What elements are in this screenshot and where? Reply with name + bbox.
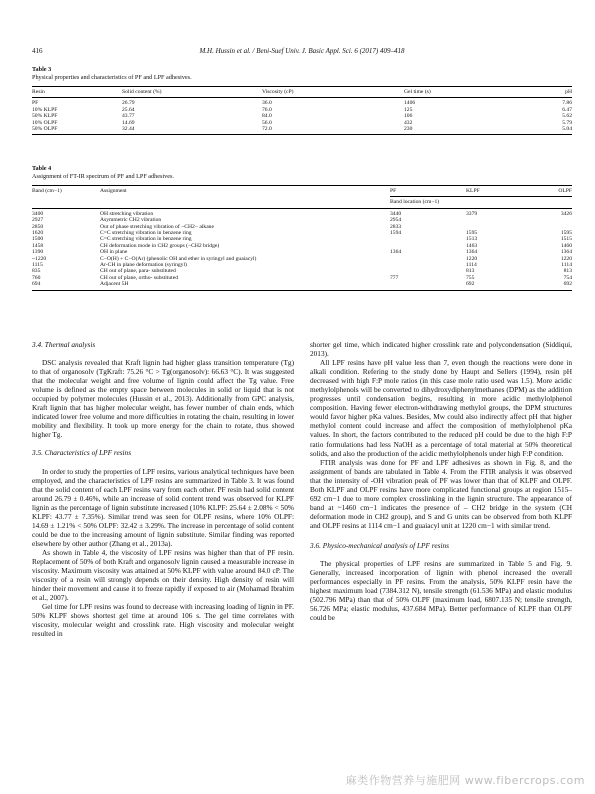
table4-cell: C−O(H) + C−O(Ar) (phenolic OH and ether in syringyl and guaiacyl) bbox=[100, 255, 257, 262]
table4-cell: 1500 bbox=[32, 236, 44, 243]
table4-cell: 760 bbox=[32, 274, 41, 281]
table4-cell: 692 bbox=[466, 281, 552, 290]
table4-cell: 1458 bbox=[32, 242, 44, 249]
table4-cell: 1390 bbox=[32, 249, 44, 256]
table3-cell: 5.62 bbox=[562, 113, 572, 120]
table3-cell: 84.0 bbox=[262, 113, 272, 120]
page-number: 416 bbox=[32, 47, 43, 55]
left-column bbox=[32, 340, 294, 638]
section-3-5-heading: 3.5. Characteristics of LPF resins bbox=[32, 448, 132, 458]
table4-cell: 1114 bbox=[561, 262, 572, 269]
table4-cell bbox=[390, 281, 466, 290]
table4-cell: 694 bbox=[32, 281, 100, 290]
table4-header-band: Band (cm−1) bbox=[32, 186, 100, 197]
table4-cell: 692 bbox=[552, 281, 572, 290]
table3-cell: 106 bbox=[404, 113, 413, 120]
table4-row bbox=[32, 208, 572, 217]
ph-paragraph: All LPF resins have pH value less than 7, even though the reactions were done in alkali condition. Refering to the study done by Haupt and Sellers (1994), resin pH decreased with high F:P mole ratios (in this case mole ratio used was 1.5). More acidic methylolphenols will be converted to dihydroxydiphenylmethanes (DPM) as the addition progresses until condensation begins, resulting in more acidic methylolphenol composition. Having fewer electron-withdrawing methylol groups, the DPM structures would favor higher pKa values. Besides, Mw could also indirectly affect pH that higher methylol content could increase and affect the composition of methylolphenol pKa values. In short, the factors contributed to the reduced pH could be due to the high F:P ratio formulations had less NaOH as a percentage of total material at 50% theoretical solids, and also the production of the acidic methylolphenols under high F:P condition. bbox=[310, 358, 572, 458]
table4-cell: 2927 bbox=[32, 217, 44, 224]
table4-header-olpf: OLPF bbox=[552, 186, 572, 197]
table3-cell: 10% OLPF bbox=[32, 119, 58, 126]
journal-citation: M.H. Hussin et al. / Beni-Suef Univ. J. Basic Appl. Sci. 6 (2017) 409–418 bbox=[199, 47, 405, 55]
continued-paragraph: shorter gel time, which indicated higher crosslink rate and polycondensation (Siddiqui, 2013). bbox=[310, 340, 572, 359]
table3-cell: 43.77 bbox=[122, 113, 135, 120]
table3-row bbox=[32, 126, 572, 135]
table3-cell: 72.0 bbox=[262, 126, 404, 135]
table3-cell: 50% KLPF bbox=[32, 113, 58, 120]
table4-cell: 2833 bbox=[390, 223, 402, 230]
watermark: 麻类作物营养与施肥网 www.fibercrops.com bbox=[345, 774, 585, 787]
table4-caption: Assignment of FT-IR spectrum of PF and LPF adhesives. bbox=[32, 172, 174, 180]
table3-cell: 36.0 bbox=[262, 100, 272, 107]
table3-caption-block bbox=[32, 66, 192, 81]
table4-cell: 1594 bbox=[390, 230, 402, 237]
table4-cell: 835 bbox=[32, 268, 41, 275]
table4-cell: 1463 bbox=[466, 242, 478, 249]
section-3-4-heading: 3.4. Thermal analysis bbox=[32, 340, 96, 349]
table4-cell: 2954 bbox=[390, 217, 402, 224]
table3-row bbox=[32, 98, 572, 107]
table4-cell: 1595 bbox=[560, 230, 572, 237]
table4-cell: 1595 bbox=[466, 230, 478, 237]
table4-cell: 777 bbox=[390, 274, 399, 281]
table3-cell: 432 bbox=[404, 119, 413, 126]
table3-cell: 32.44 bbox=[122, 126, 262, 135]
table4-cell: Adjacent 5H bbox=[100, 281, 390, 290]
section-3-5-paragraph-2: As shown in Table 4, the viscosity of LPF resins was higher than that of PF resin. Replacement of 50% of both Kraft and organosolv lignin caused a measurable increase in viscosity. Maximum viscosity was attained at 50% KLPF with value around 84.0 cP. The viscosity of a resin will strongly depends on their density. High density of resin will hinder their movement and cause it to freeze rapidly if exposed to air (Mohamad Ibrahim et al., 2007). bbox=[32, 547, 294, 603]
table3-cell: 5.04 bbox=[534, 126, 572, 135]
section-3-4-paragraph: DSC analysis revealed that Kraft lignin had higher glass transition temperature (Tg) to that of organosolv (TgKraft: 75.26 °C > Tg(organosolv): 66.63 °C). It was suggested that the molecular weight and free volume of lignin could affect the Tg value. Free volume is defined as the empty space between molecules in solid or liquid that is not occupied by polymer molecules (Hussin et al., 2013). Additionally from GPC analysis, Kraft lignin that has higher molecular weight, has fewer number of chain ends, which indicated lower free volume and more difficulties in rotating the chain, resulting in lower mobility and flexibility. It took up more energy for the chain to rotate, thus showed higher Tg. bbox=[32, 358, 294, 440]
table3-cell: 5.79 bbox=[562, 119, 572, 126]
table4-cell: C=C stretching vibration in benzene ring bbox=[100, 230, 192, 237]
table3-cell: 25.64 bbox=[122, 106, 135, 113]
table4-cell: 1364 bbox=[390, 249, 402, 256]
table4-label: Table 4 bbox=[32, 165, 52, 172]
table4-caption-block bbox=[32, 165, 174, 180]
table4-header-assignment: Assignment bbox=[100, 186, 390, 197]
table4-header-pf: PF bbox=[390, 186, 466, 197]
table4 bbox=[32, 185, 572, 291]
table4-cell: 1620 bbox=[32, 230, 44, 237]
table4-cell: 754 bbox=[563, 274, 572, 281]
table3-header-viscosity: Viscosity (cP) bbox=[262, 87, 404, 98]
table3-header-resin: Resin bbox=[32, 87, 122, 98]
table4-cell: 3440 bbox=[390, 210, 402, 217]
table4-cell: OH in plane bbox=[100, 249, 128, 256]
table4-cell: 755 bbox=[466, 274, 475, 281]
table4-cell: 1513 bbox=[466, 236, 478, 243]
table3-cell: PF bbox=[32, 100, 39, 107]
table4-header-klpf: KLPF bbox=[466, 186, 552, 197]
table4-cell: C=C stretching vibration in benzene ring bbox=[100, 236, 192, 243]
table4-cell: 1515 bbox=[560, 236, 572, 243]
table3-cell: 14.69 bbox=[122, 119, 135, 126]
table4-cell: 813 bbox=[563, 268, 572, 275]
section-3-5-paragraph-3: Gel time for LPF resins was found to decrease with increasing loading of lignin in PF. 50% KLPF shows shortest gel time at around 106 s. The gel time correlates with viscosity, molecular weight and crosslink rate. High viscosity and molecular weight resulted in bbox=[32, 602, 294, 639]
ftir-paragraph: FTIR analysis was done for PF and LPF adhesives as shown in Fig. 8, and the assignment of bands are tabulated in Table 4. From the FTIR analysis it was observed that the intensity of -OH vibration peak of PF was lower than that of KLPF and OLPF. Both KLPF and OLPF resins have more complicated functional groups at region 1515–692 cm−1 due to more complex crosslinking in the lignin structure. The appearance of band at ~1460 cm−1 indicates the presence of – CH2 bridge in the system (CH deformation mode in CH2 group), and S and G units can be observed from both KLPF and OLPF resins at 1114 cm−1 and guaiacyl unit at 1220 cm−1 with similar trend. bbox=[310, 457, 572, 530]
table4-cell: 1220 bbox=[466, 255, 478, 262]
table3-cell: 26.79 bbox=[122, 100, 135, 107]
table3-cell: 125 bbox=[404, 106, 413, 113]
table4-cell: Ar-CH in plane deformation (syringyl) bbox=[100, 262, 187, 269]
table4-cell: 2850 bbox=[32, 223, 44, 230]
table3-cell: 50% OLPF bbox=[32, 126, 122, 135]
table4-cell: 1220 bbox=[560, 255, 572, 262]
table3-cell: 7.86 bbox=[562, 100, 572, 107]
table3-cell: 76.0 bbox=[262, 106, 272, 113]
table4-cell: 1364 bbox=[560, 249, 572, 256]
section-3-6-heading: 3.6. Physico-mechanical analysis of LPF resins bbox=[310, 540, 449, 550]
table3-header-ph: pH bbox=[534, 87, 572, 98]
table4-subheader: Band location (cm−1) bbox=[390, 197, 572, 208]
section-3-6-paragraph: The physical properties of LPF resins are summarized in Table 5 and Fig. 9. Generally, increased incorporation of lignin with phenol increased the overall performances especially in PF resins. From the analysis, 50% KLPF resin have the highest maximum load (7384.312 N), tensile strength (61.536 MPa) and elastic modulus (502.796 MPa) than that of 50% OLPF (maximum load, 6807.135 N; tensile strength, 56.726 MPa; elastic modulus, 437.684 MPa). Better performance of KLPF than OLPF could be bbox=[310, 559, 572, 623]
table4-cell: ~1220 bbox=[32, 255, 47, 262]
table4-cell: CH out of plane, para- substituted bbox=[100, 268, 176, 275]
table4-cell: 3379 bbox=[466, 210, 478, 217]
table4-cell: 1364 bbox=[466, 249, 478, 256]
table3 bbox=[32, 86, 572, 135]
table4-cell: 813 bbox=[466, 268, 475, 275]
table3-header-solid: Solid content (%) bbox=[122, 87, 262, 98]
table3-label: Table 3 bbox=[32, 66, 52, 73]
table3-cell: 6.47 bbox=[562, 106, 572, 113]
table4-cell: 1114 bbox=[466, 262, 477, 269]
table4-cell: 1460 bbox=[560, 242, 572, 249]
table4-cell: OH stretching vibration bbox=[100, 210, 154, 217]
table4-cell: CH deformation mode in CH2 groups (−CH2 bridge) bbox=[100, 242, 220, 249]
table4-cell: 3400 bbox=[32, 210, 44, 217]
right-column bbox=[310, 340, 572, 622]
table4-row bbox=[32, 281, 572, 290]
table4-cell: Out of phase stretching vibration of −CH2− alkane bbox=[100, 223, 214, 230]
table4-cell: Asymmetric CH2 vibration bbox=[100, 217, 162, 224]
table4-cell: CH out of plane, ortho- substituted bbox=[100, 274, 178, 281]
table3-cell: 10% KLPF bbox=[32, 106, 58, 113]
table3-cell: 1406 bbox=[404, 100, 416, 107]
table4-cell: 3426 bbox=[560, 210, 572, 217]
table3-caption: Physical properties and characteristics of PF and LPF adhesives. bbox=[32, 73, 192, 81]
section-3-5-paragraph-1: In order to study the properties of LPF resins, various analytical techniques have been employed, and the characteristics of LPF resins are summarized in Table 3. It was found that the solid content of each LPF resins vary from each other. PF resin had solid content around 26.79 ± 0.46%, while an increase of solid content trend was observed for KLPF lignin as the percentage of lignin substitute increased (10% KLPF: 25.64 ± 2.08% < 50% KLPF: 43.77 ± 7.35%). Similar trend was seen for OLPF resins, where 10% OLPF: 14.69 ± 1.21% < 50% OLPF: 32.42 ± 3.29%. The increase in percentage of solid content could be due to the increasing amount of lignin substitute. Similar finding was reported elsewhere by other author (Zhang et al., 2013a). bbox=[32, 466, 294, 548]
table4-cell: 1115 bbox=[32, 262, 43, 269]
table3-cell: 56.0 bbox=[262, 119, 272, 126]
table3-header-geltime: Gel time (s) bbox=[404, 87, 534, 98]
table3-cell: 230 bbox=[404, 126, 534, 135]
